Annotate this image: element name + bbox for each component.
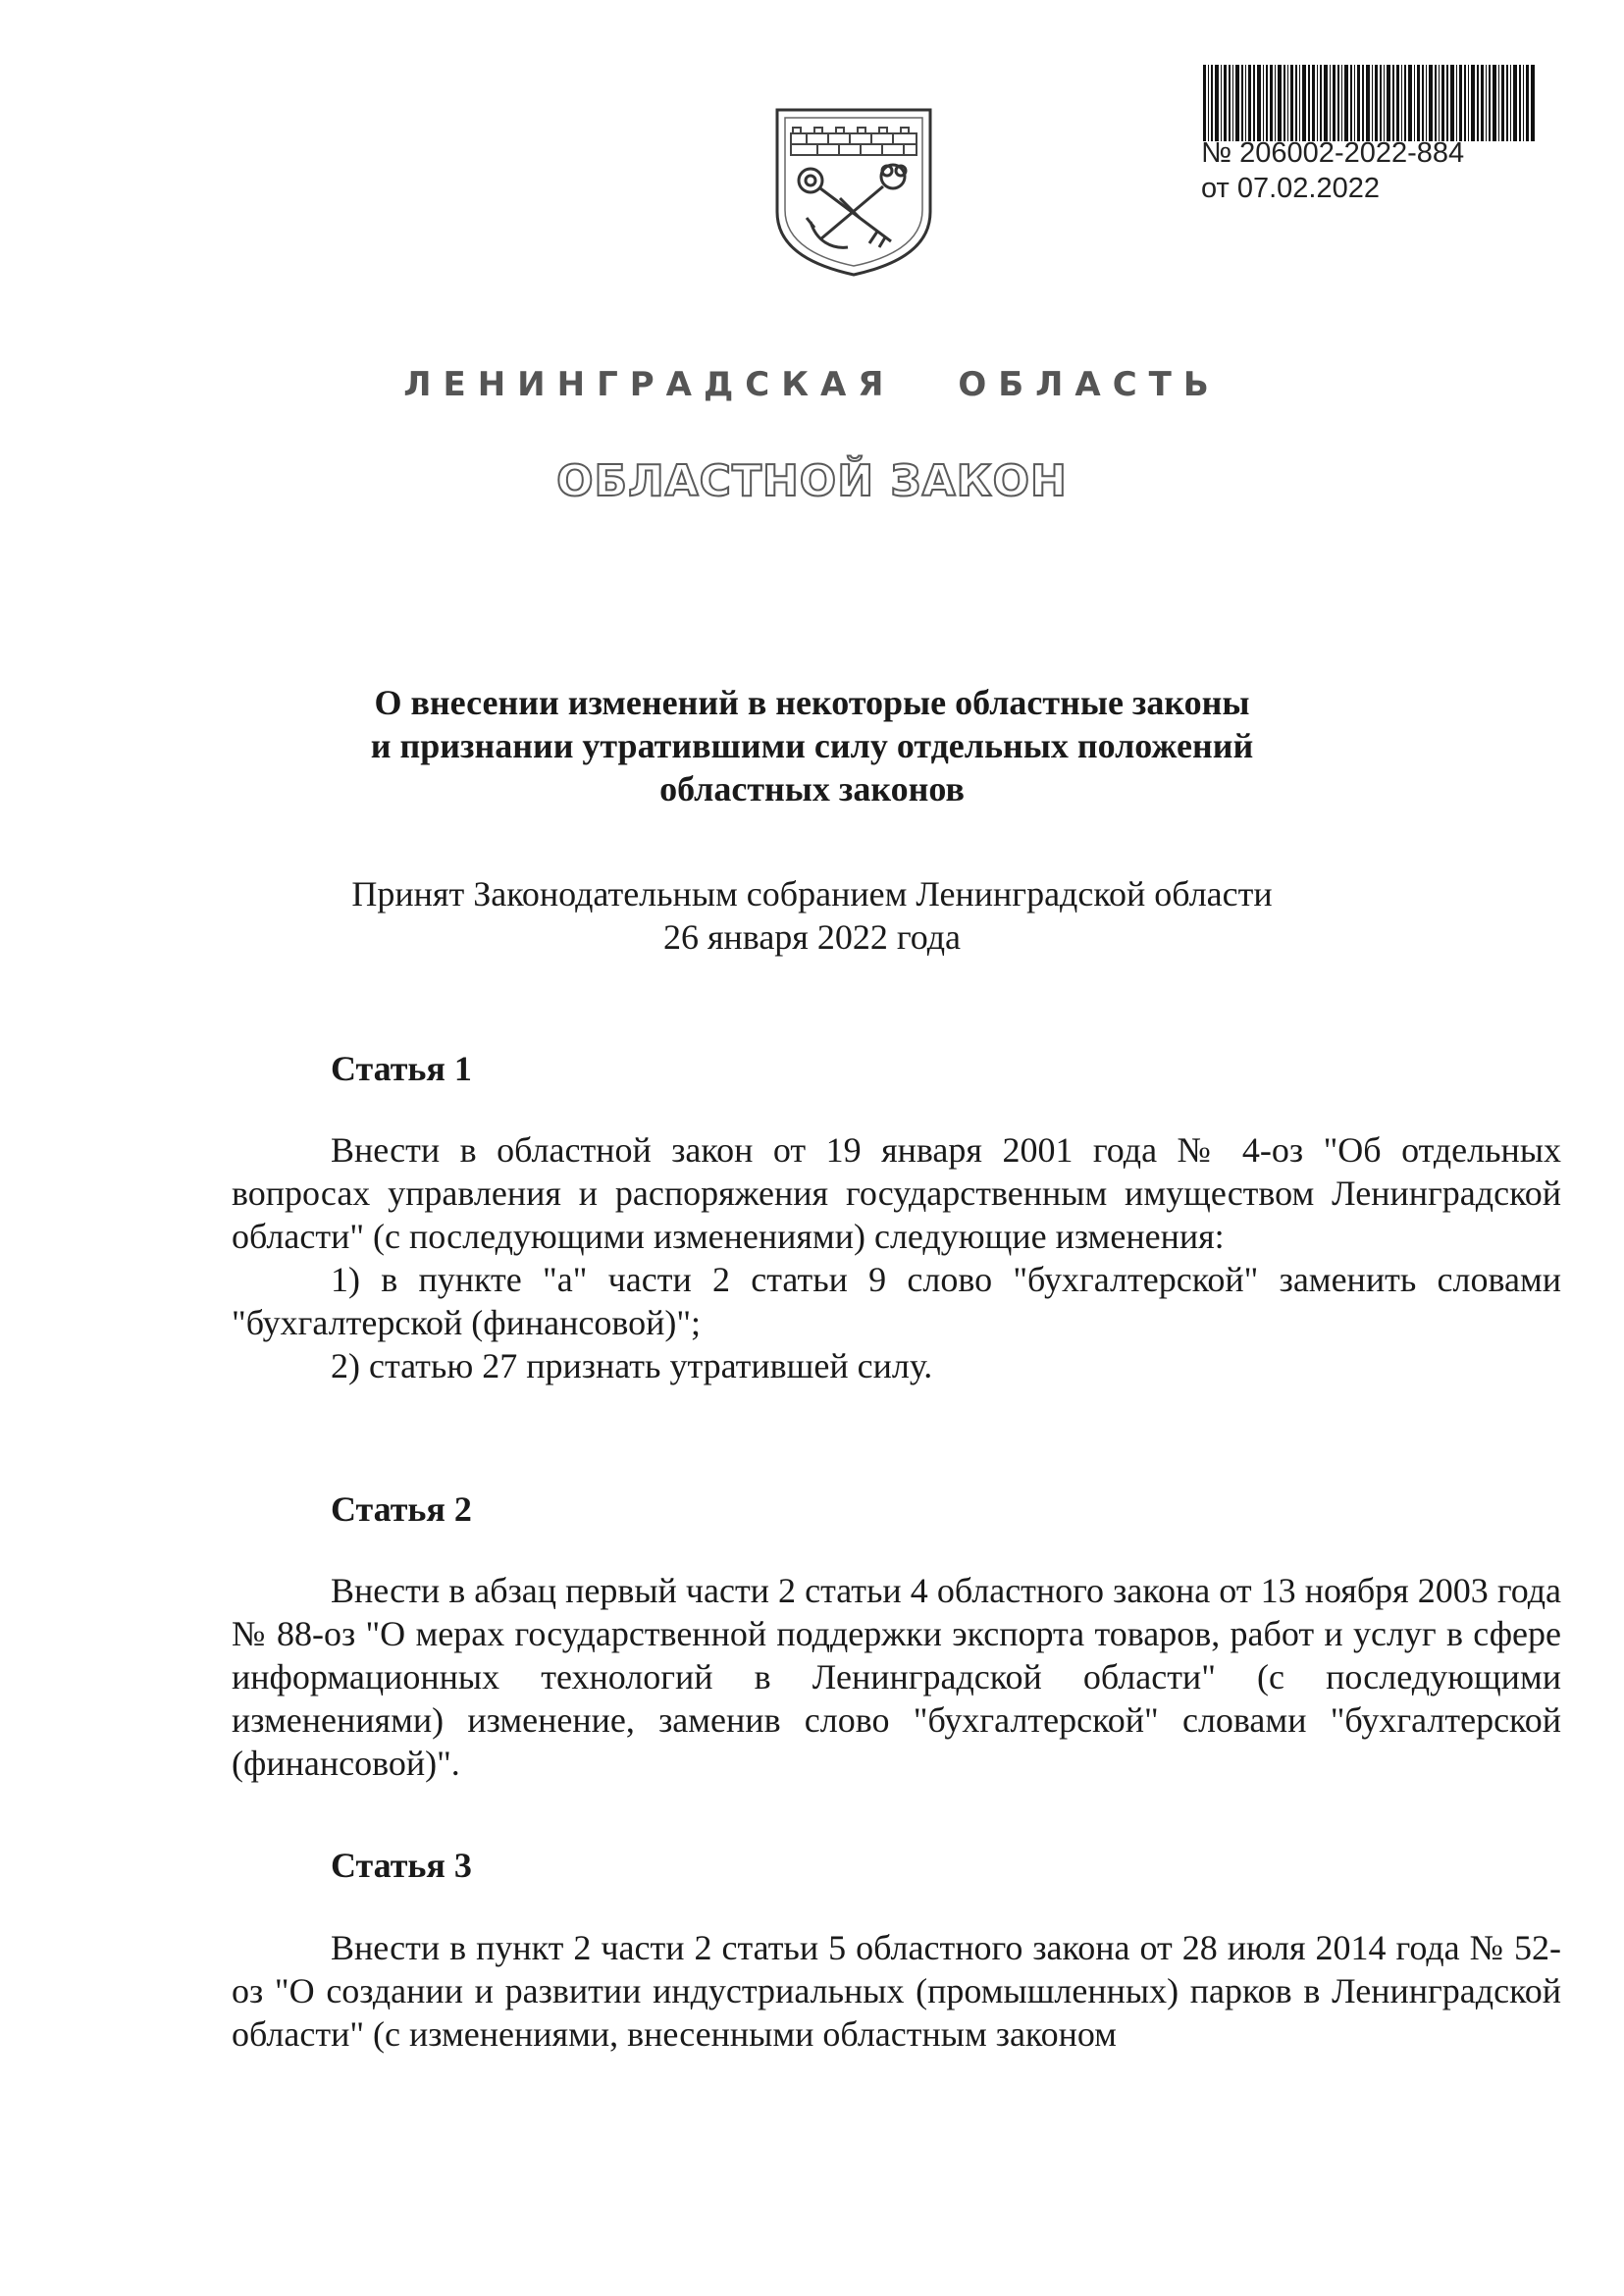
article-1-body — [232, 1128, 1561, 1387]
article-2-paragraph: Внести в абзац первый части 2 статьи 4 областного закона от 13 ноября 2003 года № 88-оз "О мерах государственной поддержки экспорта товаров, работ и услуг в сфере информационных технологий в Ленинградской области" (с последующими изменениями) изменение, заменив слово "бухгалтерской" словами "бухгалтерской (финансовой)". — [232, 1571, 1561, 1783]
article-2-body — [232, 1569, 1561, 1785]
title-line: областных законов — [659, 769, 965, 809]
article-3-body — [232, 1926, 1561, 2056]
article-1-paragraph: Внести в областной закон от 19 января 2001 года № 4-оз "Об отдельных вопросах управления и распоряжения государственным имуществом Ленинградской области" (с последующими изменениями) следующие изменения: — [232, 1130, 1561, 1256]
title-line: О внесении изменений в некоторые областные законы — [374, 683, 1250, 722]
article-3-paragraph: Внести в пункт 2 части 2 статьи 5 областного закона от 28 июля 2014 года № 52-оз "О создании и развитии индустриальных (промышленных) парков в Ленинградской области" (с изменениями, внесенными областным законом — [232, 1928, 1561, 2054]
law-title — [0, 681, 1624, 810]
article-1-item-2: 2) статью 27 признать утратившей силу. — [331, 1346, 933, 1385]
coat-of-arms-icon — [771, 104, 936, 279]
adoption-line: Принят Законодательным собранием Ленинградской области — [351, 874, 1273, 913]
article-1-item-1: 1) в пункте "а" части 2 статьи 9 слово "бухгалтерской" заменить словами "бухгалтерской (финансовой)"; — [232, 1260, 1561, 1342]
adoption-date: 26 января 2022 года — [662, 917, 961, 957]
law-type-heading: ОБЛАСТНОЙ ЗАКОН — [556, 456, 1068, 506]
registration-stamp — [1201, 135, 1464, 206]
adoption-note — [0, 872, 1624, 959]
registration-date: от 07.02.2022 — [1201, 173, 1380, 204]
registration-number: № 206002-2022-884 — [1201, 137, 1465, 169]
region-name: ЛЕНИНГРАДСКАЯ ОБЛАСТЬ — [403, 365, 1221, 404]
article-1-heading: Статья 1 — [331, 1049, 472, 1088]
title-line: и признании утратившими силу отдельных положений — [370, 726, 1254, 765]
barcode — [1201, 65, 1537, 141]
article-3-heading: Статья 3 — [331, 1846, 472, 1885]
article-2-heading: Статья 2 — [331, 1489, 472, 1529]
